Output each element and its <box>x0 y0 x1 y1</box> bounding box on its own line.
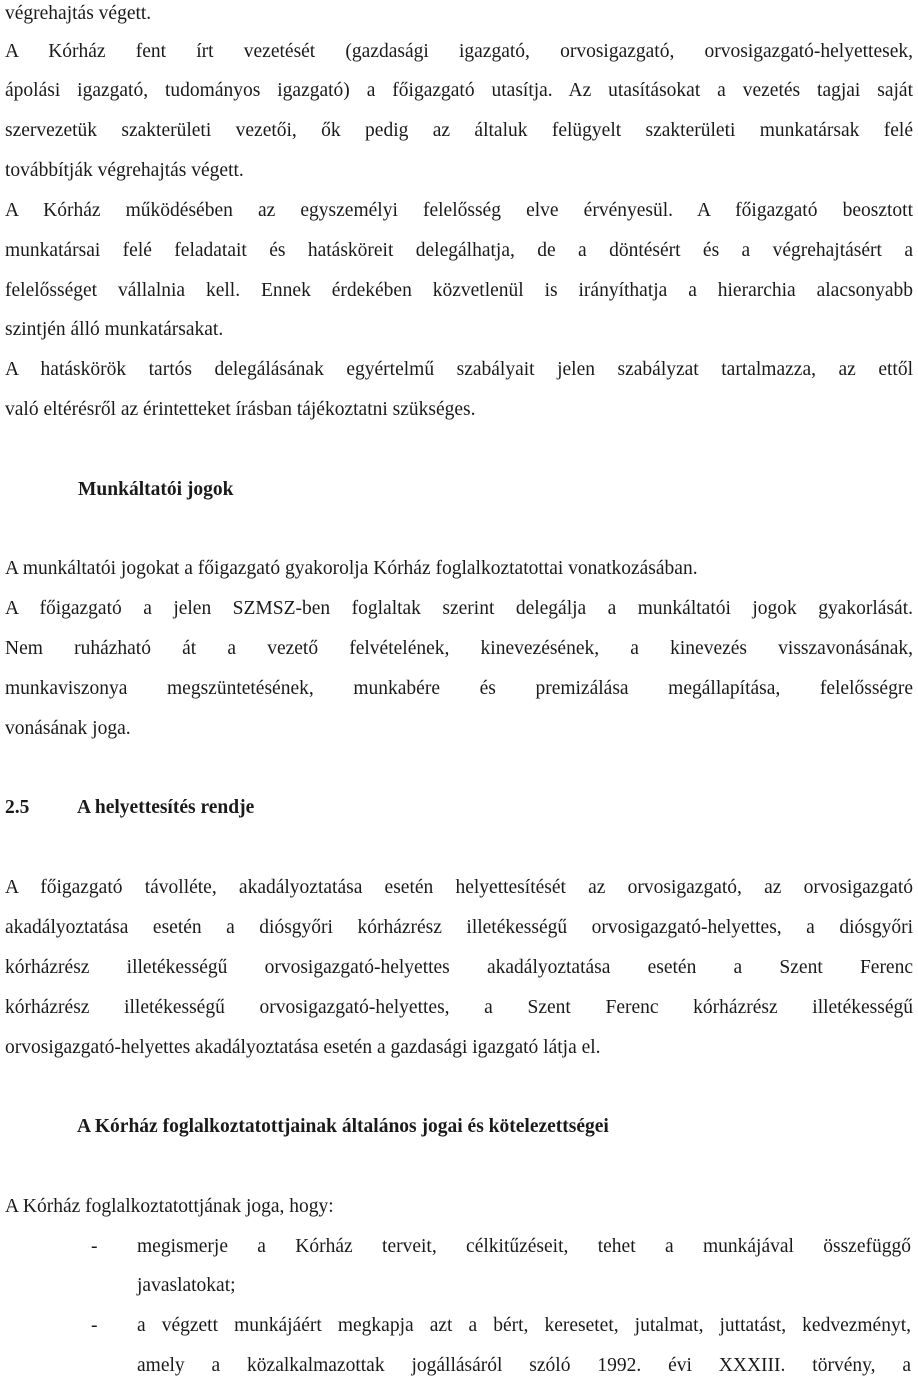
management-para-line: szervezetük szakterületi vezetői, ők pedig az általuk felügyelt szakterületi munkatársak felé <box>5 120 913 141</box>
intro-tail-line: végrehajtás végett. <box>5 3 152 24</box>
employer-rights-heading: Munkáltatói jogok <box>78 479 234 500</box>
delegation-para-line: A hatáskörök tartós delegálásának egyértelmű szabályait jelen szabályzat tartalmazza, az ettől <box>5 359 913 380</box>
employer-para-line: Nem ruházható át a vezető felvételének, kinevezésének, a kinevezés visszavonásának, <box>5 638 913 659</box>
bullet-line: amely a közalkalmazottak jogállásáról szóló 1992. évi XXXIII. törvény, a <box>137 1355 911 1376</box>
employer-para-line: munkaviszonya megszüntetésének, munkabére és premizálása megállapítása, felelősségre <box>5 678 913 699</box>
management-para-line: továbbítják végrehajtás végett. <box>5 160 244 181</box>
management-para-line: ápolási igazgató, tudományos igazgató) a főigazgató utasítja. Az utasításokat a vezetés tagjai saját <box>5 80 913 101</box>
rights-obligations-heading: A Kórház foglalkoztatottjainak általános jogai és kötelezettségei <box>77 1116 609 1137</box>
management-para-line: A Kórház fent írt vezetését (gazdasági igazgató, orvosigazgató, orvosigazgató-helyettesek, <box>5 41 913 62</box>
rights-intro-line: A Kórház foglalkoztatottjának joga, hogy: <box>5 1196 334 1217</box>
responsibility-para-line: munkatársai felé feladatait és hatásköreit delegálhatja, de a döntésért és a végrehajtásért a <box>5 240 913 261</box>
section-title: A helyettesítés rendje <box>77 797 255 818</box>
delegation-para-line: való eltérésről az érintetteket írásban tájékoztatni szükséges. <box>5 399 476 420</box>
bullet-marker: - <box>91 1236 98 1257</box>
substitution-para-line: kórházrész illetékességű orvosigazgató-helyettes akadályoztatása esetén a Szent Ferenc <box>5 957 913 978</box>
employer-para-line: vonásának joga. <box>5 718 131 739</box>
substitution-para-line: akadályoztatása esetén a diósgyőri kórházrész illetékességű orvosigazgató-helyettes, a diósgyőri <box>5 917 913 938</box>
bullet-marker: - <box>91 1315 98 1336</box>
responsibility-para-line: felelősséget vállalnia kell. Ennek érdekében közvetlenül is irányíthatja a hierarchia alacsonyabb <box>5 280 913 301</box>
responsibility-para-line: szintjén álló munkatársakat. <box>5 319 224 340</box>
bullet-line: javaslatokat; <box>137 1275 236 1296</box>
substitution-para-line: A főigazgató távolléte, akadályoztatása esetén helyettesítését az orvosigazgató, az orvosigazgató <box>5 877 913 898</box>
responsibility-para-line: A Kórház működésében az egyszemélyi felelősség elve érvényesül. A főigazgató beosztott <box>5 200 913 221</box>
substitution-para-line: orvosigazgató-helyettes akadályoztatása esetén a gazdasági igazgató látja el. <box>5 1037 601 1058</box>
employer-para-line: A főigazgató a jelen SZMSZ-ben foglaltak szerint delegálja a munkáltatói jogok gyakorlását. <box>5 598 913 619</box>
employer-para-line: A munkáltatói jogokat a főigazgató gyakorolja Kórház foglalkoztatottai vonatkozásában. <box>5 558 698 579</box>
substitution-para-line: kórházrész illetékességű orvosigazgató-helyettes, a Szent Ferenc kórházrész illetékességű <box>5 997 913 1018</box>
section-number: 2.5 <box>5 797 30 818</box>
bullet-line: megismerje a Kórház terveit, célkitűzéseit, tehet a munkájával összefüggő <box>137 1236 911 1257</box>
bullet-line: a végzett munkájáért megkapja azt a bért, keresetet, jutalmat, juttatást, kedvezményt, <box>137 1315 911 1336</box>
